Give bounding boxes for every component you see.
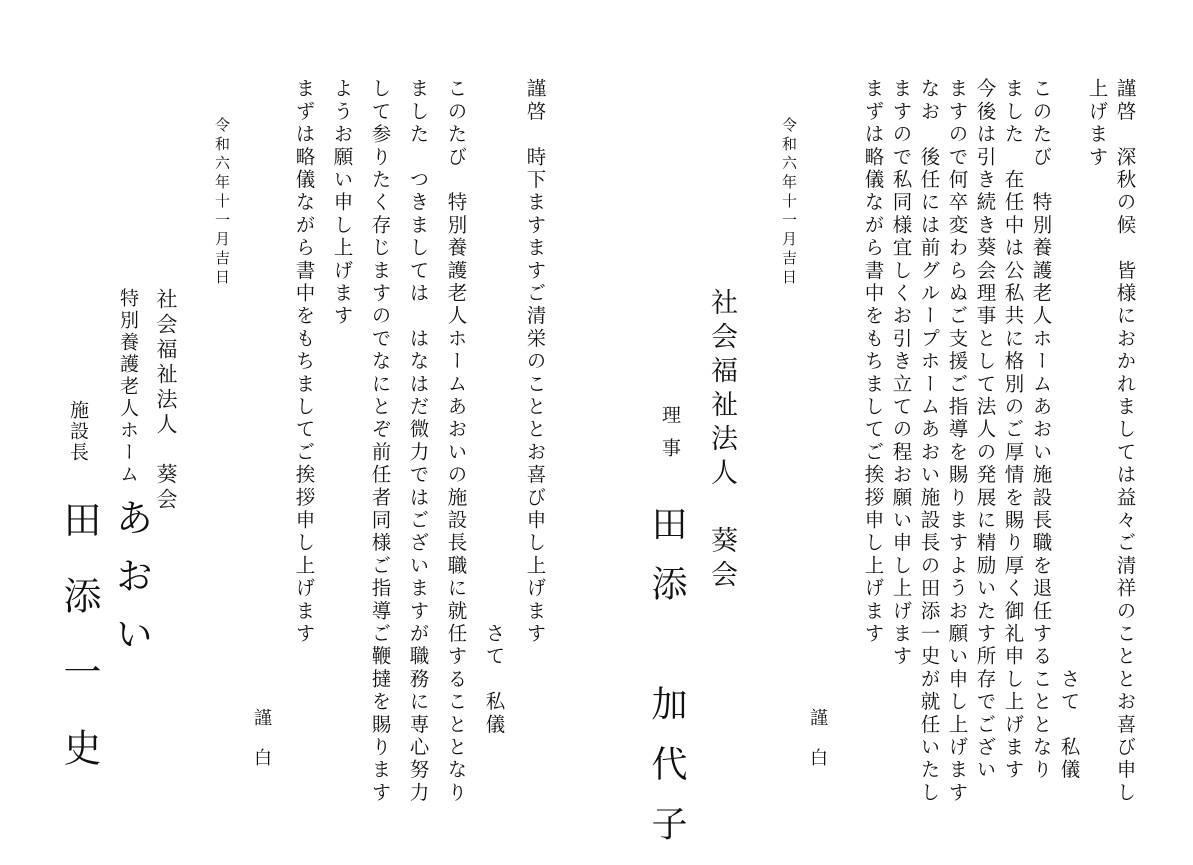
right-letter-line-1: 謹啓 深秋の候 皆様におかれましては益々ご清祥のこととお喜び申し (1113, 78, 1137, 805)
left-letter-line-4: ました つきましては はなはだ微力ではございますが職務に専心努力 (406, 78, 430, 805)
left-letter-line-6: ようお願い申し上げます (330, 78, 354, 328)
left-letter-line-2: さて 私儀 (482, 78, 506, 737)
left-letter-line-7: まずは略儀ながら書中をもちましてご挨拶申し上げます (292, 78, 316, 646)
left-letter-facility-name: あおい (109, 498, 153, 672)
right-letter-line-6: 今後は引き続き葵会理事として法人の発展に精励いたす所存でござい (973, 78, 997, 782)
right-letter-organization: 社会福祉法人 葵会 (706, 288, 737, 594)
right-letter-closing: 謹白 (807, 708, 828, 788)
right-letter-line-7: ますので何卒変わらぬご支援ご指導を賜りますようお願い申し上げます (945, 78, 969, 805)
left-letter-line-5: して参りたく存じますのでなにとぞ前任者同様ご指導ご鞭撻を賜ります (368, 78, 392, 805)
right-letter-line-10: まずは略儀ながら書中をもちましてご挨拶申し上げます (861, 78, 885, 646)
right-letter-line-8: なお 後任には前グループホームあおい施設長の田添一史が就任いたし (917, 78, 941, 805)
right-letter-line-3: さて 私儀 (1057, 78, 1081, 782)
left-letter-line-1: 謹啓 時下ますますご清栄のこととお喜び申し上げます (523, 78, 547, 646)
left-letter-closing: 謹白 (251, 708, 272, 788)
right-letter-line-9: ますので私同様宜しくお引き立ての程お願い申し上げます (889, 78, 913, 669)
right-letter-title: 理事 (659, 405, 681, 471)
left-letter-title: 施設長 (67, 400, 89, 463)
right-letter-date: 令和六年十一月吉日 (780, 117, 798, 288)
right-letter-line-2: 上げます (1085, 78, 1109, 169)
right-letter-signatory-name: 田添 加代子 (646, 505, 687, 865)
left-letter-signatory-name: 田添一史 (57, 500, 101, 804)
left-letter-organization: 社会福祉法人 葵会 (154, 288, 178, 513)
right-letter-line-5: ました 在任中は公私共に格別のご厚情を賜り厚く御礼申し上げます (1001, 78, 1025, 782)
left-letter-facility: 特別養護老人ホーム (117, 288, 139, 486)
right-letter-line-4: このたび 特別養護老人ホームあおい施設長職を退任することとなり (1029, 78, 1053, 782)
left-letter-line-3: このたび 特別養護老人ホームあおいの施設長職に就任することとなり (444, 78, 468, 805)
left-letter-date: 令和六年十一月吉日 (213, 117, 231, 288)
